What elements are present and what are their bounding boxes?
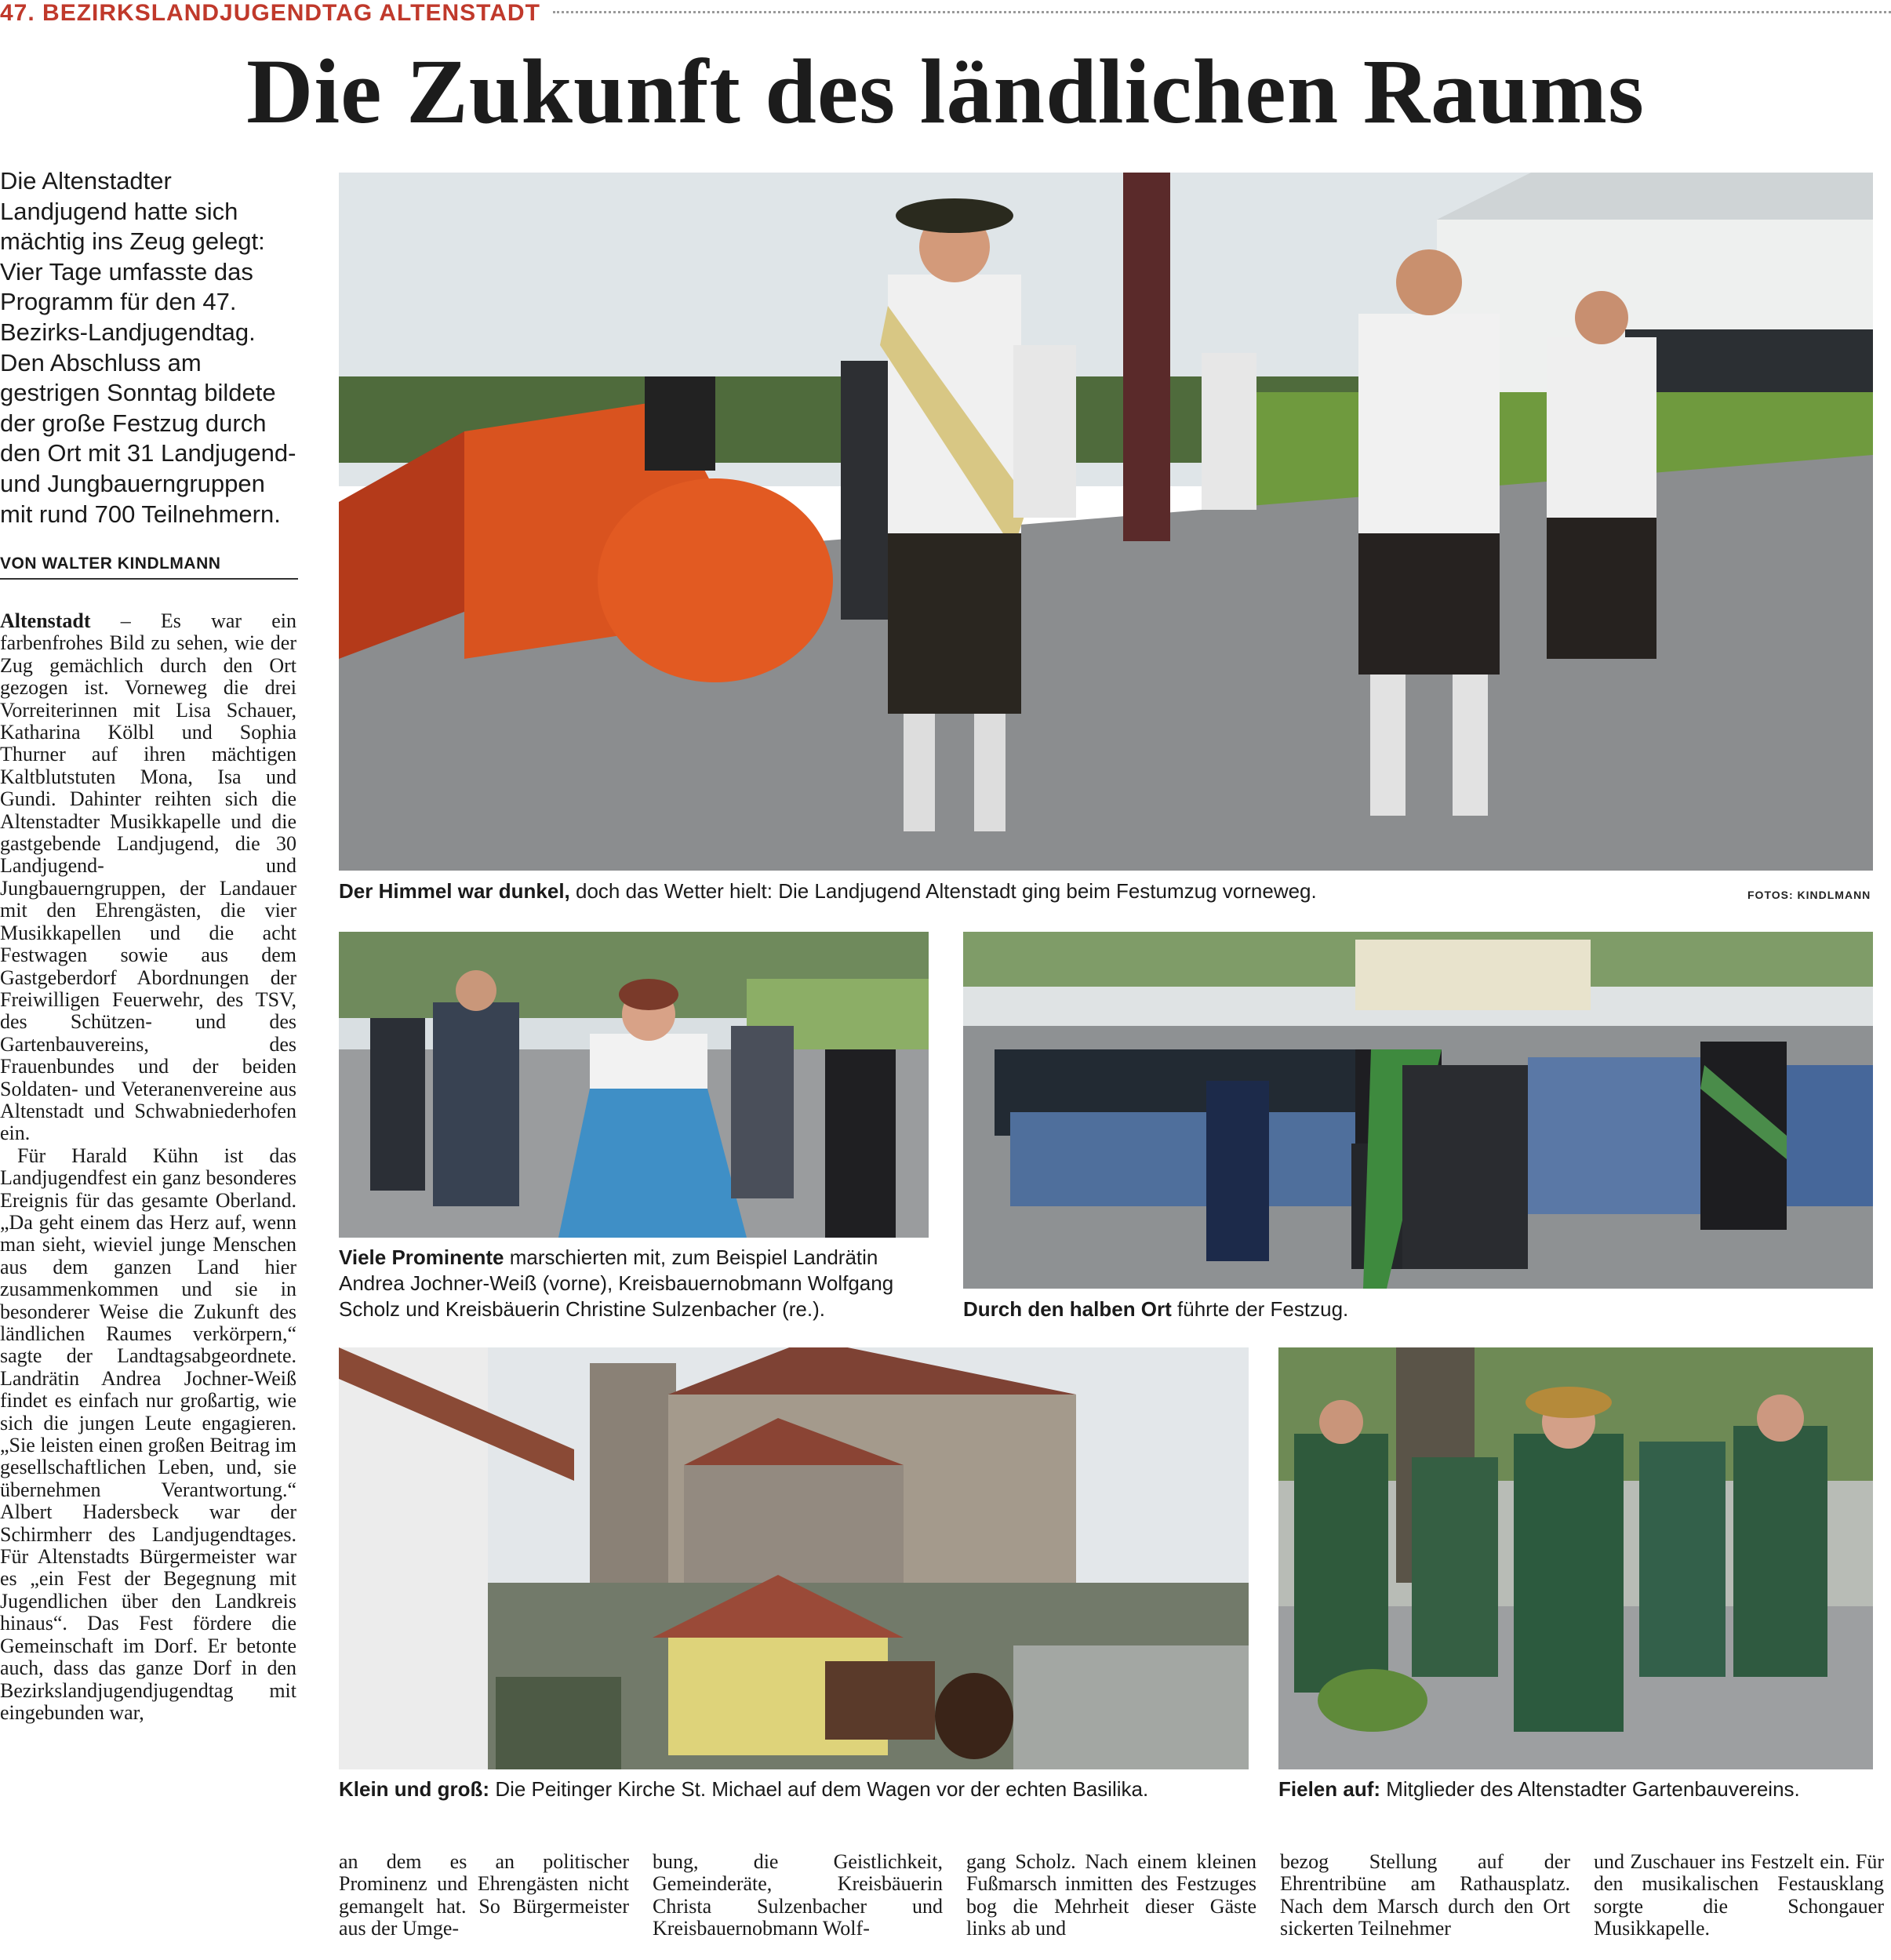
caption-main xyxy=(339,878,1625,904)
caption-garden xyxy=(1278,1776,1875,1802)
photo-church-float xyxy=(339,1347,1249,1769)
article-body-column-5: bezog Stellung auf der Ehrentribüne am Rathausplatz. Nach dem Marsch durch den Ort sickerten Teilnehmer xyxy=(1280,1851,1570,1940)
photo-prominent-guests xyxy=(339,932,929,1238)
dateline: Altenstadt xyxy=(0,610,91,632)
article-body-column-4: gang Scholz. Nach einem kleinen Fußmarsch inmitten des Festzuges bog die Mehrheit dieser Gäste links ab und xyxy=(966,1851,1256,1940)
photo-halfway-parade xyxy=(963,932,1873,1289)
byline: VON WALTER KINDLMANN xyxy=(0,555,298,580)
caption-halfway-text: führte der Festzug. xyxy=(1171,1297,1349,1321)
article-body-column-3: bung, die Geistlichkeit, Gemeinderäte, Kreisbäuerin Christa Sulzenbacher und Kreisbauernobmann Wolf- xyxy=(653,1851,943,1940)
article-body-column-6: und Zuschauer ins Festzelt ein. Für den musikalischen Festausklang sorgte die Schongauer Musikkapelle. xyxy=(1594,1851,1884,1940)
article-body-column-2: an dem es an politischer Prominenz und Ehrengästen nicht gemangelt hat. So Bürgermeister aus der Umge- xyxy=(339,1851,629,1940)
article-headline: Die Zukunft des ländlichen Raums xyxy=(246,40,1645,143)
caption-halfway-lead: Durch den halben Ort xyxy=(963,1297,1172,1321)
caption-prominent xyxy=(339,1245,935,1322)
kicker-dotted-rule xyxy=(553,11,1891,13)
caption-prominent-lead: Viele Prominente xyxy=(339,1245,504,1269)
section-kicker: 47. BEZIRKSLANDJUGENDTAG ALTENSTADT xyxy=(0,0,540,26)
caption-church-lead: Klein und groß: xyxy=(339,1777,490,1801)
body-paragraph-1 xyxy=(0,610,296,1145)
article-intro: Die Altenstadter Landjugend hatte sich mächtig ins Zeug gelegt: Vier Tage umfasste das Programm für den 47. Bezirks-Landjugendtag. Den Abschluss am gestrigen Sonntag bildete der große Festzug durch den Ort mit 31 Landjugend- und Jungbauerngruppen mit rund 700 Teilnehmern. xyxy=(0,167,296,528)
caption-main-lead: Der Himmel war dunkel, xyxy=(339,879,570,903)
caption-garden-text: Mitglieder des Altenstadter Gartenbauvereins. xyxy=(1380,1777,1800,1801)
article-body-column-1 xyxy=(0,610,296,1960)
paragraph-1-text: – Es war ein farbenfrohes Bild zu sehen, wie der Zug gemächlich durch den Ort gezogen ist. Vorneweg die drei Vorreiterinnen mit Lisa Schauer, Katharina Kölbl und Sophia Thurner auf ihren mächtigen Kaltblutstuten Mona, Isa und Gundi. Dahinter reihten sich die Altenstadter Musikkapelle und die gastgebende Landjugend, die 30 Landjugend- und Jungbauerngruppen, der Landauer mit den Ehrengästen, die vier Musikkapellen und die acht Festwagen sowie aus dem Gastgeberdorf Abordnungen der Freiwilligen Feuerwehr, des TSV, des Schützen- und des Gartenbauvereins, des Frauenbundes und der beiden Soldaten- und Veteranenvereine aus Altenstadt und Schwabniederhofen ein. xyxy=(0,610,296,1145)
body-paragraph-2: Für Harald Kühn ist das Landjugendfest ein ganz besonderes Ereignis für das gesamte Oberland. „Da geht einem das Herz auf, wenn man sieht, wieviel junge Menschen aus dem ganzen Land hier zusammenkommen und sie in besonderer Weise die Zukunft des ländlichen Raumes verkörpern,“ sagte der Landtagsabgeordnete. Landrätin Andrea Jochner-Weiß findet es einfach nur großartig, wie sich die jungen Leute engagieren. „Sie leisten einen großen Beitrag im gesellschaftlichen Leben, und, sie übernehmen Verantwortung.“ Albert Hadersbeck war der Schirmherr des Landjugendtages. Für Altenstadts Bürgermeister war es „ein Fest der Begegnung mit Jugendlichen über den Landkreis hinaus“. Das Fest fördere die Gemeinschaft im Dorf. Er betonte auch, dass das ganze Dorf in den Bezirkslandjugendjugendtag mit eingebunden war, xyxy=(0,1144,296,1724)
caption-church-text: Die Peitinger Kirche St. Michael auf dem Wagen vor der echten Basilika. xyxy=(489,1777,1149,1801)
caption-main-text: doch das Wetter hielt: Die Landjugend Altenstadt ging beim Festumzug vorneweg. xyxy=(569,879,1317,903)
photo-garden-society xyxy=(1278,1347,1873,1769)
caption-church xyxy=(339,1776,1249,1802)
caption-halfway xyxy=(963,1296,1873,1322)
photo-main-parade xyxy=(339,173,1873,871)
photo-credit: FOTOS: KINDLMANN xyxy=(1747,889,1871,901)
caption-prominent-text: marschierten mit, zum Beispiel Landrätin Andrea Jochner-Weiß (vorne), Kreisbauernobmann Wolfgang Scholz und Kreisbäuerin Christine Sulzenbacher (re.). xyxy=(339,1245,894,1321)
caption-garden-lead: Fielen auf: xyxy=(1278,1777,1381,1801)
